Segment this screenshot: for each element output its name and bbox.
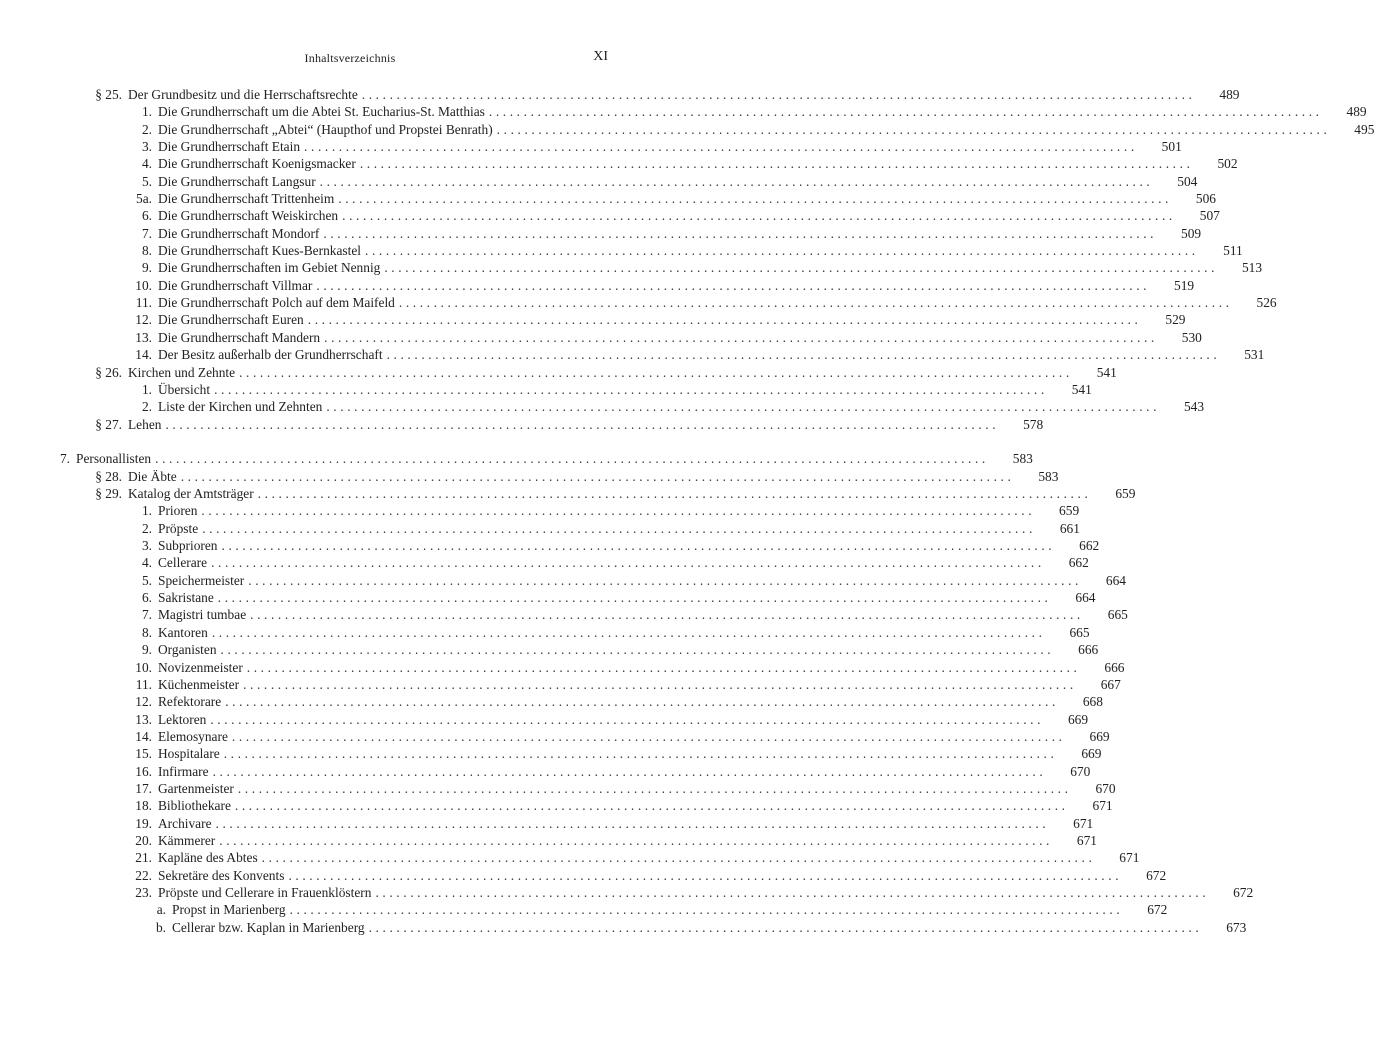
toc-entry-title: Küchenmeister — [158, 676, 240, 692]
toc-entry-page: 672 — [1146, 867, 1167, 883]
toc-entry — [0, 190, 1216, 207]
toc-entry — [0, 346, 1265, 363]
toc-entry-title: Der Besitz außerhalb der Grundherrschaft — [158, 347, 383, 363]
toc-dot-leader: ........................................................................................................................ — [365, 243, 1199, 259]
toc-dot-leader: ........................................................................................................................ — [375, 884, 1210, 900]
toc-entry-page: 662 — [1079, 538, 1100, 554]
toc-entry-number: 7. — [59, 451, 70, 467]
toc-dot-leader: ........................................................................................................................ — [398, 295, 1233, 311]
toc-entry-number: a. — [156, 902, 166, 918]
toc-entry-number: 16. — [135, 763, 152, 779]
toc-dot-leader: ........................................................................................................................ — [234, 798, 1069, 814]
toc-entry — [0, 711, 1089, 728]
toc-entry-title: Personallisten — [76, 451, 152, 467]
toc-entry — [0, 311, 1186, 328]
toc-entry-number: 2. — [141, 520, 152, 536]
toc-entry-page: 529 — [1165, 312, 1186, 328]
toc-entry — [0, 606, 1128, 623]
table-of-contents — [0, 86, 1374, 936]
toc-entry-title: Die Grundherrschaft Weiskirchen — [158, 208, 339, 224]
toc-entry-page: 662 — [1068, 555, 1089, 571]
toc-entry-title: Subprioren — [158, 538, 218, 554]
toc-entry-page: 507 — [1199, 208, 1220, 224]
toc-entry-number: 6. — [141, 590, 152, 606]
toc-entry — [0, 832, 1097, 849]
toc-dot-leader: ........................................................................................................................ — [231, 728, 1066, 744]
toc-entry-page: 489 — [1346, 104, 1367, 120]
toc-dot-leader: ........................................................................................................................ — [488, 104, 1323, 120]
toc-entry-title: Lehen — [128, 416, 162, 432]
toc-entry-number: 8. — [141, 624, 152, 640]
toc-entry-page: 666 — [1104, 659, 1125, 675]
toc-entry-title: Cellerar bzw. Kaplan in Marienberg — [172, 919, 365, 935]
toc-entry-title: Übersicht — [158, 381, 211, 397]
toc-dot-leader: ........................................................................................................................ — [368, 919, 1203, 935]
toc-entry — [0, 207, 1220, 224]
toc-entry-page: 509 — [1181, 225, 1202, 241]
toc-dot-leader: ........................................................................................................................ — [342, 208, 1176, 224]
toc-dot-leader: ........................................................................................................................ — [386, 347, 1221, 363]
toc-entry-title: Elemosynare — [158, 728, 228, 744]
toc-dot-leader: ........................................................................................................................ — [261, 850, 1096, 866]
toc-entry-page: 543 — [1183, 399, 1205, 415]
toc-entry-number: 7. — [141, 607, 152, 623]
toc-entry-title: Die Grundherrschaft Langsur — [158, 173, 316, 189]
toc-entry-title: Die Grundherrschaft Kues-Bernkastel — [158, 243, 362, 259]
toc-entry-title: Cellerare — [158, 555, 208, 571]
toc-entry-number: 2. — [141, 121, 152, 137]
toc-entry-page: 495 — [1354, 121, 1374, 137]
toc-entry-title: Die Grundherrschaft Trittenheim — [158, 191, 335, 207]
toc-entry-number: 8. — [141, 243, 152, 259]
toc-entry — [0, 242, 1243, 259]
toc-entry — [0, 277, 1195, 294]
toc-entry-number: 18. — [135, 798, 152, 814]
toc-dot-leader: ........................................................................................................................ — [243, 676, 1077, 692]
toc-entry-number: 5. — [141, 572, 152, 588]
toc-entry-page: 668 — [1082, 694, 1103, 710]
toc-entry-page: 664 — [1075, 590, 1096, 606]
toc-entry-number: 10. — [135, 277, 152, 293]
toc-entry-number: § 28. — [95, 468, 122, 484]
running-header-title: Inhaltsverzeichnis — [304, 51, 396, 65]
toc-dot-leader: ........................................................................................................................ — [289, 902, 1124, 918]
toc-entry — [0, 693, 1103, 710]
toc-dot-leader: ........................................................................................................................ — [257, 486, 1092, 502]
toc-entry-title: Pröpste und Cellerare in Frauenklöstern — [158, 884, 372, 900]
toc-entry-title: Kapläne des Abtes — [158, 850, 258, 866]
toc-entry-page: 531 — [1244, 347, 1265, 363]
toc-entry-number: 19. — [135, 815, 152, 831]
toc-entry-page: 664 — [1105, 572, 1126, 588]
toc-entry — [0, 849, 1140, 866]
toc-entry-number: 22. — [135, 867, 152, 883]
toc-entry — [0, 728, 1110, 745]
toc-entry — [0, 815, 1094, 832]
toc-entry-page: 541 — [1096, 364, 1117, 380]
toc-entry-title: Refektorare — [158, 694, 222, 710]
toc-entry — [0, 659, 1125, 676]
toc-entry — [0, 763, 1091, 780]
toc-entry-page: 669 — [1089, 728, 1110, 744]
toc-entry-number: 9. — [141, 260, 152, 276]
toc-entry-page: 519 — [1174, 277, 1195, 293]
toc-entry-title: Speichermeister — [158, 572, 245, 588]
toc-entry — [0, 259, 1263, 276]
toc-entry-title: Die Grundherrschaft „Abtei“ (Haupthof und Propstei Benrath) — [158, 121, 493, 137]
toc-dot-leader: ........................................................................................................................ — [319, 173, 1154, 189]
toc-entry — [0, 468, 1059, 485]
toc-entry-page: 489 — [1219, 87, 1240, 102]
toc-entry-page: 671 — [1119, 850, 1140, 866]
toc-entry-page: 526 — [1256, 295, 1277, 311]
toc-entry-page: 583 — [1012, 451, 1033, 467]
toc-entry — [0, 589, 1096, 606]
toc-dot-leader: ........................................................................................................................ — [221, 538, 1056, 554]
toc-dot-leader: ........................................................................................................................ — [211, 624, 1046, 640]
toc-entry-number: 12. — [135, 694, 152, 710]
toc-dot-leader: ........................................................................................................................ — [215, 815, 1050, 831]
toc-entry-page: 671 — [1092, 798, 1113, 814]
toc-entry — [0, 572, 1126, 589]
toc-entry-page: 672 — [1147, 902, 1168, 918]
toc-entry-number: 6. — [141, 208, 152, 224]
toc-dot-leader: ........................................................................................................................ — [202, 520, 1036, 536]
toc-entry-title: Die Äbte — [128, 468, 177, 484]
toc-entry — [0, 416, 1044, 433]
toc-entry — [0, 797, 1113, 814]
toc-entry-number: 2. — [141, 399, 152, 415]
toc-entry-number: 1. — [141, 104, 152, 120]
toc-entry-number: 1. — [141, 381, 152, 397]
toc-entry-title: Die Grundherrschaft Mandern — [158, 329, 321, 345]
toc-entry-title: Bibliothekare — [158, 798, 231, 814]
toc-dot-leader: ........................................................................................................................ — [496, 121, 1331, 137]
toc-entry-page: 669 — [1067, 711, 1089, 727]
toc-dot-leader: ........................................................................................................................ — [214, 381, 1048, 397]
toc-entry-number: 20. — [135, 832, 152, 848]
toc-entry — [0, 745, 1102, 762]
toc-entry-page: 670 — [1095, 780, 1116, 796]
toc-entry — [0, 641, 1099, 658]
toc-entry-title: Kirchen und Zehnte — [128, 364, 236, 380]
toc-entry-page: 513 — [1241, 260, 1263, 276]
toc-dot-leader: ........................................................................................................................ — [361, 87, 1196, 102]
toc-dot-leader: ........................................................................................................................ — [250, 607, 1084, 623]
toc-entry-page: 661 — [1059, 520, 1080, 536]
toc-entry-number: 11. — [135, 676, 152, 692]
toc-entry-page: 506 — [1195, 191, 1216, 207]
toc-dot-leader: ........................................................................................................................ — [384, 260, 1219, 276]
toc-entry-page: 511 — [1223, 243, 1243, 259]
toc-entry-page: 670 — [1070, 763, 1091, 779]
toc-entry-number: 13. — [135, 711, 152, 727]
toc-entry-title: Sakristane — [158, 590, 214, 606]
toc-entry-title: Novizenmeister — [158, 659, 243, 675]
toc-dot-leader: ........................................................................................................................ — [248, 572, 1082, 588]
toc-entry-title: Die Grundherrschaft Mondorf — [158, 225, 320, 241]
toc-entry — [0, 554, 1089, 571]
toc-entry-page: 583 — [1038, 468, 1059, 484]
toc-dot-leader: ........................................................................................................................ — [210, 711, 1045, 727]
toc-dot-leader: ........................................................................................................................ — [338, 191, 1172, 207]
toc-entry-number: 15. — [135, 746, 152, 762]
toc-entry — [0, 537, 1100, 554]
toc-entry — [0, 624, 1090, 641]
toc-entry-number: 12. — [135, 312, 152, 328]
toc-entry-title: Die Grundherrschaft Villmar — [158, 277, 313, 293]
toc-dot-leader: ........................................................................................................................ — [316, 277, 1151, 293]
toc-dot-leader: ........................................................................................................................ — [239, 364, 1073, 380]
toc-entry-number: 14. — [135, 728, 152, 744]
toc-entry-number: § 26. — [95, 364, 122, 380]
toc-entry — [0, 502, 1080, 519]
toc-dot-leader: ........................................................................................................................ — [324, 329, 1158, 345]
toc-dot-leader: ........................................................................................................................ — [155, 451, 989, 467]
toc-entry — [0, 173, 1198, 190]
toc-entry-number: 23. — [135, 884, 152, 900]
toc-entry-title: Organisten — [158, 642, 217, 658]
toc-entry-number: 5. — [141, 173, 152, 189]
toc-entry-number: 13. — [135, 329, 152, 345]
toc-entry-number: § 25. — [95, 87, 122, 102]
toc-entry-title: Kämmerer — [158, 832, 216, 848]
toc-entry-title: Die Grundherrschaft Polch auf dem Maifeld — [158, 295, 395, 311]
toc-entry-page: 504 — [1177, 173, 1198, 189]
toc-entry-title: Kantoren — [158, 624, 208, 640]
toc-entry-title: Die Grundherrschaften im Gebiet Nennig — [158, 260, 381, 276]
toc-entry-page: 665 — [1069, 624, 1090, 640]
toc-entry — [0, 884, 1254, 901]
toc-entry-page: 666 — [1078, 642, 1099, 658]
toc-entry-title: Katalog der Amtsträger — [128, 486, 254, 502]
toc-entry-title: Sekretäre des Konvents — [158, 867, 285, 883]
toc-entry-page: 530 — [1181, 329, 1202, 345]
toc-entry-title: Die Grundherrschaft um die Abtei St. Eucharius-St. Matthias — [158, 104, 485, 120]
toc-entry-title: Lektoren — [158, 711, 207, 727]
toc-entry-title: Infirmare — [158, 763, 209, 779]
toc-entry-number: b. — [155, 919, 166, 935]
toc-dot-leader: ........................................................................................................................ — [217, 590, 1052, 606]
toc-entry — [0, 676, 1121, 693]
page-number: XI — [593, 49, 608, 64]
toc-entry — [0, 364, 1117, 381]
toc-entry — [0, 103, 1367, 120]
toc-entry-page: 665 — [1107, 607, 1128, 623]
toc-entry-number: 5a. — [136, 191, 152, 207]
toc-entry-page: 502 — [1217, 156, 1238, 172]
toc-dot-leader: ........................................................................................................................ — [323, 225, 1158, 241]
toc-entry — [0, 485, 1136, 502]
toc-entry — [0, 138, 1182, 155]
toc-entry-number: 1. — [141, 503, 152, 519]
toc-entry-title: Archivare — [158, 815, 212, 831]
toc-entry — [0, 901, 1168, 918]
toc-dot-leader: ........................................................................................................................ — [288, 867, 1123, 883]
toc-entry — [0, 381, 1092, 398]
toc-entry-number: 4. — [141, 156, 152, 172]
toc-dot-leader: ........................................................................................................................ — [225, 694, 1059, 710]
toc-entry-number: 9. — [141, 642, 152, 658]
toc-dot-leader: ........................................................................................................................ — [223, 746, 1058, 762]
toc-entry-title: Hospitalare — [158, 746, 220, 762]
toc-entry-number: 14. — [135, 347, 152, 363]
toc-entry — [0, 520, 1080, 537]
toc-entry-page: 667 — [1100, 676, 1121, 692]
toc-entry-number: 10. — [135, 659, 152, 675]
toc-entry-title: Der Grundbesitz und die Herrschaftsrechte — [128, 87, 358, 102]
toc-entry — [0, 86, 1240, 103]
toc-entry — [0, 294, 1277, 311]
toc-entry — [0, 398, 1205, 415]
toc-dot-leader: ........................................................................................................................ — [304, 139, 1138, 155]
toc-dot-leader: ........................................................................................................................ — [180, 468, 1015, 484]
toc-entry-title: Prioren — [158, 503, 198, 519]
toc-entry-page: 671 — [1073, 815, 1094, 831]
toc-dot-leader: ........................................................................................................................ — [307, 312, 1142, 328]
toc-entry-page: 672 — [1233, 884, 1254, 900]
toc-dot-leader: ........................................................................................................................ — [219, 832, 1053, 848]
toc-entry-number: 3. — [141, 538, 152, 554]
toc-entry-page: 659 — [1115, 486, 1136, 502]
toc-dot-leader: ........................................................................................................................ — [220, 642, 1055, 658]
toc-entry — [0, 780, 1116, 797]
toc-entry-page: 501 — [1161, 139, 1182, 155]
toc-entry — [0, 919, 1247, 936]
toc-entry-page: 669 — [1081, 746, 1102, 762]
toc-entry-page: 671 — [1076, 832, 1097, 848]
toc-entry-number: 21. — [135, 850, 152, 866]
toc-entry-number: § 29. — [95, 486, 122, 502]
toc-entry-title: Pröpste — [158, 520, 199, 536]
toc-entry-page: 673 — [1226, 919, 1247, 935]
toc-entry-number: 3. — [141, 139, 152, 155]
toc-dot-leader: ........................................................................................................................ — [165, 416, 1000, 432]
toc-dot-leader: ........................................................................................................................ — [326, 399, 1161, 415]
toc-entry-number: 4. — [141, 555, 152, 571]
toc-entry-page: 578 — [1023, 416, 1044, 432]
toc-dot-leader: ........................................................................................................................ — [359, 156, 1194, 172]
toc-dot-leader: ........................................................................................................................ — [201, 503, 1036, 519]
toc-entry — [0, 329, 1202, 346]
toc-entry — [0, 225, 1202, 242]
toc-entry-title: Liste der Kirchen und Zehnten — [158, 399, 323, 415]
toc-entry-title: Propst in Marienberg — [172, 902, 286, 918]
toc-entry-title: Die Grundherrschaft Euren — [158, 312, 304, 328]
toc-entry-number: 17. — [135, 780, 152, 796]
toc-entry-number: 7. — [141, 225, 152, 241]
toc-entry-page: 659 — [1059, 503, 1080, 519]
toc-dot-leader: ........................................................................................................................ — [246, 659, 1081, 675]
toc-entry-number: § 27. — [95, 416, 122, 432]
toc-entry-page: 541 — [1071, 381, 1092, 397]
toc-dot-leader: ........................................................................................................................ — [212, 763, 1047, 779]
toc-entry-title: Die Grundherrschaft Etain — [158, 139, 301, 155]
toc-entry-number: 11. — [135, 295, 152, 311]
toc-entry-title: Magistri tumbae — [158, 607, 247, 623]
toc-entry — [0, 155, 1238, 172]
toc-entry — [0, 867, 1167, 884]
toc-dot-leader: ........................................................................................................................ — [237, 780, 1072, 796]
toc-entry-title: Gartenmeister — [158, 780, 234, 796]
toc-entry — [0, 450, 1033, 467]
toc-entry — [0, 121, 1374, 138]
toc-dot-leader: ........................................................................................................................ — [211, 555, 1045, 571]
toc-entry-title: Die Grundherrschaft Koenigsmacker — [158, 156, 356, 172]
